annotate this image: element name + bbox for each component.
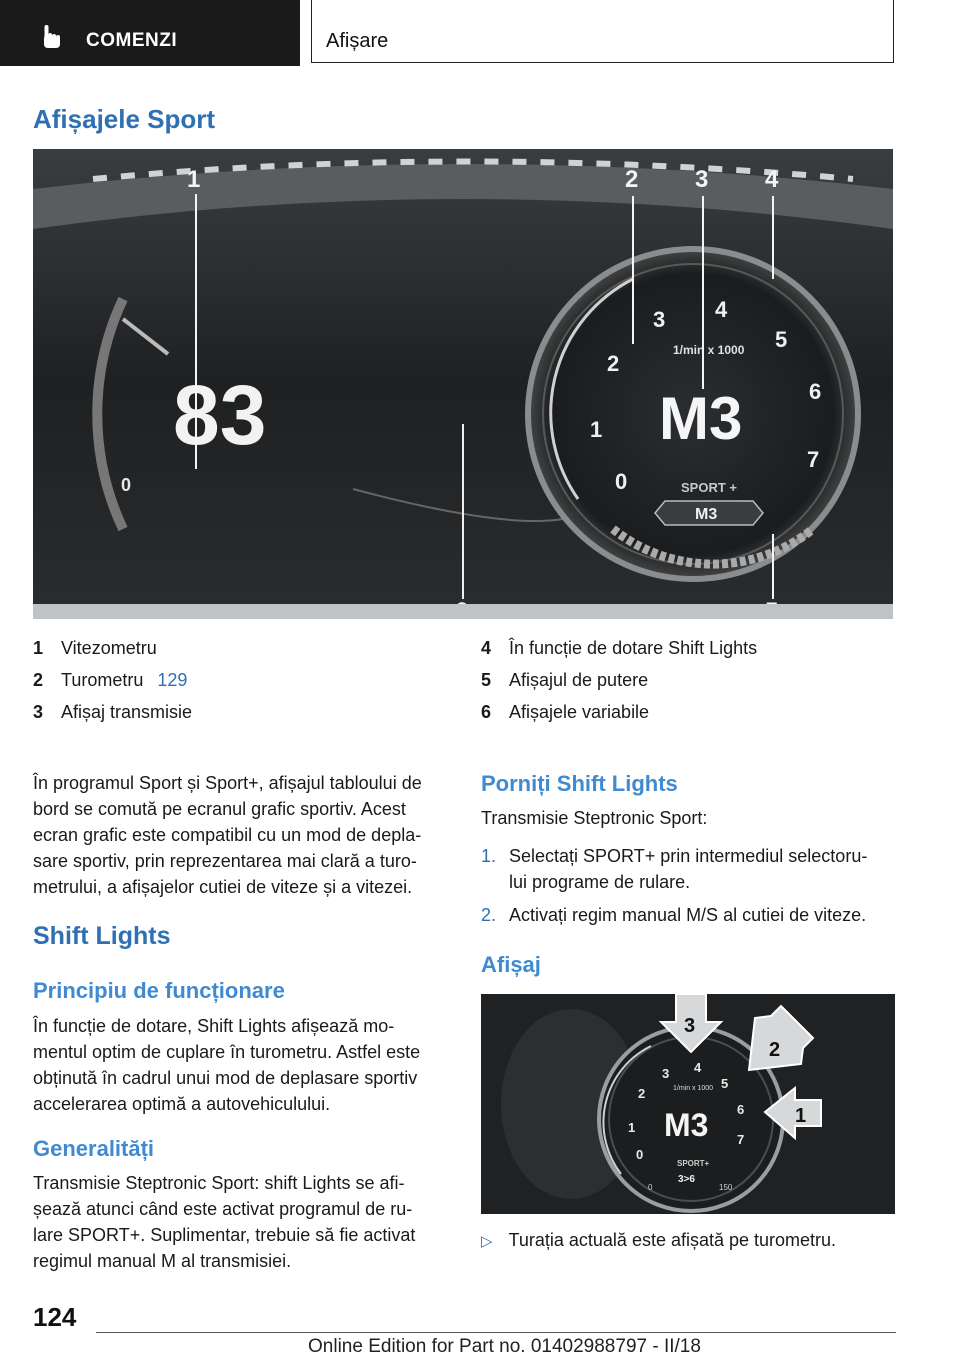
speed-readout: 83 bbox=[173, 368, 267, 462]
shift-lights-display-image bbox=[481, 994, 895, 1214]
section-tab[interactable] bbox=[0, 0, 300, 66]
svg-text:SPORT+: SPORT+ bbox=[677, 1159, 710, 1168]
callout-3: 3 bbox=[695, 166, 709, 193]
svg-text:7: 7 bbox=[737, 1132, 745, 1147]
tacho-mark-2: 2 bbox=[607, 351, 620, 376]
activate-subtitle: Transmisie Steptronic Sport: bbox=[481, 808, 708, 828]
chapter-tab[interactable] bbox=[311, 0, 894, 63]
tacho-mark-4: 4 bbox=[715, 297, 728, 322]
triangle-bullet-icon: ▷ bbox=[481, 1233, 493, 1250]
display-bullet: ▷ Turația actuală este afișată pe turometru. bbox=[481, 1230, 837, 1250]
svg-text:5: 5 bbox=[721, 1076, 729, 1091]
general-paragraph: Transmisie Steptronic Sport: shift Lights se afi‐ șează atunci când este activat programul de ru‐ lare SPORT+. Suplimentar, trebuie să fie activat regimul manual M al transmisiei. bbox=[33, 1173, 416, 1271]
callout-1: 1 bbox=[187, 166, 201, 193]
display-callout-1: 1 bbox=[795, 1105, 807, 1127]
callout-4: 4 bbox=[765, 166, 779, 193]
principle-paragraph: În funcție de dotare, Shift Lights afișează mo‐ mentul optim de cuplare în turometru. Astfel este obținută în cadrul unui mod de deplasare sportiv accelerarea optimă a autovehiculului. bbox=[33, 1016, 421, 1114]
display-heading: Afișaj bbox=[481, 952, 541, 977]
footer-edition: Online Edition for Part no. 01402988797 - II/18 bbox=[308, 1336, 701, 1357]
svg-text:1/min x 1000: 1/min x 1000 bbox=[673, 1085, 714, 1092]
tacho-mark-1: 1 bbox=[590, 417, 603, 442]
general-heading: Generalități bbox=[33, 1136, 155, 1161]
sport-cluster-image bbox=[33, 149, 893, 619]
svg-text:M3: M3 bbox=[664, 1107, 709, 1143]
svg-text:3: 3 bbox=[662, 1066, 670, 1081]
legend-left: 1 Vitezometru 2 Turometru 129 3 Afișaj transmisie bbox=[33, 638, 193, 722]
activate-heading: Porniți Shift Lights bbox=[481, 771, 678, 796]
svg-text:0: 0 bbox=[636, 1147, 644, 1162]
page-number: 124 bbox=[33, 1302, 77, 1332]
shift-lights-heading: Shift Lights bbox=[33, 922, 171, 950]
tacho-mark-0: 0 bbox=[615, 469, 628, 494]
intro-paragraph: În programul Sport și Sport+, afișajul tabloului de bord se comută pe ecranul grafic sportiv. Acest ecran grafic este compatibil cu un mod de depla‐ sare sportiv, prin reprezentarea mai clară a turo‐ metrului, a afișajelor cutiei de viteze și a vitezei. bbox=[33, 773, 422, 897]
svg-text:150: 150 bbox=[719, 1183, 733, 1192]
tacho-mark-7: 7 bbox=[807, 447, 820, 472]
display-callout-2: 2 bbox=[769, 1039, 781, 1061]
section-tab-label: COMENZI bbox=[86, 30, 178, 51]
principle-heading: Principiu de funcționare bbox=[33, 978, 285, 1003]
svg-text:1: 1 bbox=[628, 1120, 636, 1135]
page-ref-link[interactable]: 129 bbox=[157, 670, 188, 690]
page-title: Afișajele Sport bbox=[33, 104, 216, 134]
step-item: 1. Selectați SPORT+ prin intermediul selectoru‐ lui programe de rulare. bbox=[481, 846, 868, 892]
legend-right: 4 În funcție de dotare Shift Lights 5 Afișajul de putere 6 Afișajele variabile bbox=[481, 638, 758, 722]
speedo-zero-label: 0 bbox=[121, 475, 132, 495]
svg-text:0: 0 bbox=[648, 1183, 653, 1192]
tacho-unit: 1/min x 1000 bbox=[673, 343, 745, 357]
display-callout-3: 3 bbox=[684, 1015, 696, 1037]
svg-text:3>6: 3>6 bbox=[678, 1174, 695, 1185]
tacho-mark-5: 5 bbox=[775, 327, 788, 352]
chapter-tab-label: Afișare bbox=[326, 30, 389, 52]
tacho-mark-6: 6 bbox=[809, 379, 822, 404]
svg-text:4: 4 bbox=[694, 1060, 702, 1075]
gear-readout: M3 bbox=[659, 385, 743, 452]
callout-2: 2 bbox=[625, 166, 639, 193]
step-item: 2. Activați regim manual M/S al cutiei de viteze. bbox=[481, 905, 867, 925]
tacho-mark-3: 3 bbox=[653, 307, 666, 332]
footer-divider bbox=[96, 1332, 896, 1333]
sport-mode-label: SPORT + bbox=[681, 480, 737, 495]
svg-text:2: 2 bbox=[638, 1086, 646, 1101]
page-header bbox=[0, 0, 960, 66]
hand-pointer-icon bbox=[38, 24, 64, 50]
svg-text:6: 6 bbox=[737, 1102, 745, 1117]
mode-gear-label: M3 bbox=[695, 506, 718, 523]
